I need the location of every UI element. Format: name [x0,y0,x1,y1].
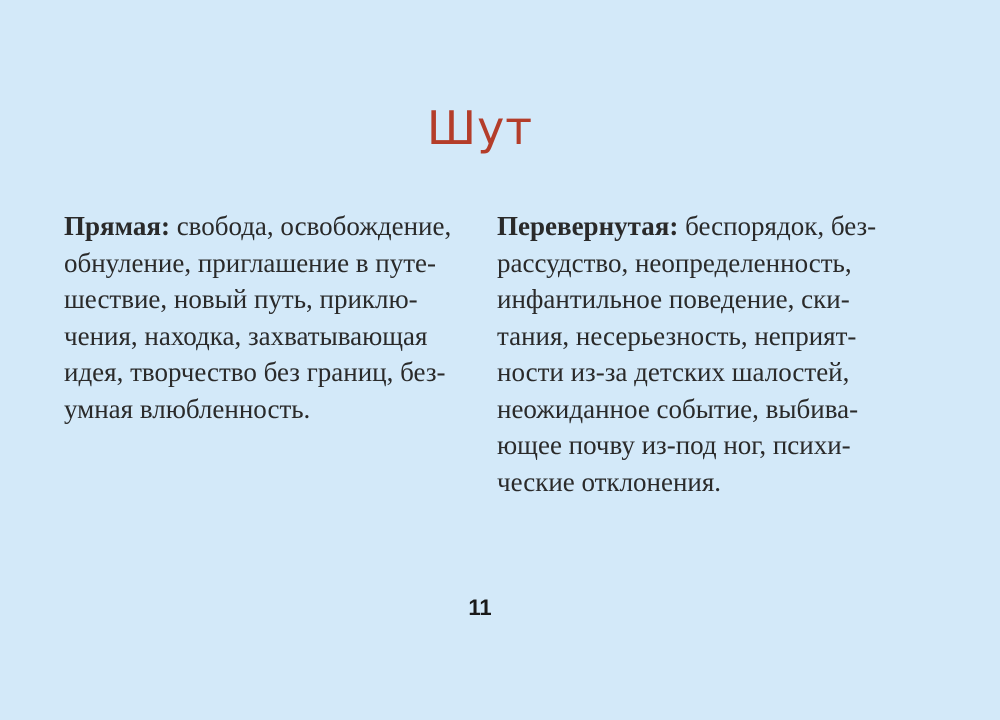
reversed-line-7: ющее почву из-под ног, психи- [497,430,851,460]
upright-line-3: шествие, новый путь, приклю- [64,284,418,314]
upright-label: Прямая: [64,211,170,241]
reversed-line-2: рассудство, неопределенность, [497,247,852,278]
reversed-line-1 [497,208,902,245]
reversed-meaning-paragraph [497,208,902,500]
reversed-text-1: беспорядок, без- [678,211,877,241]
upright-line-4: чения, находка, захватывающая [64,320,428,351]
reversed-line-8: ческие отклонения. [497,466,722,497]
upright-line-5: идея, творчество без границ, без- [64,357,446,387]
upright-line-2: обнуление, приглашение в путе- [64,247,437,278]
upright-line-6: умная влюбленность. [64,393,311,424]
reversed-line-6: неожиданное событие, выбива- [497,393,859,424]
page-number: 11 [468,595,492,620]
page-title: Шут [426,101,534,155]
reversed-label: Перевернутая: [497,211,679,241]
upright-text-1: свобода, освобождение, [169,211,452,241]
reversed-line-5: ности из-за детских шалостей, [497,357,850,387]
reversed-line-3: инфантильное поведение, ски- [497,284,850,314]
reversed-line-4: тания, несерьезность, неприят- [497,320,857,351]
upright-meaning-paragraph [64,208,469,427]
upright-line-1 [64,208,469,245]
